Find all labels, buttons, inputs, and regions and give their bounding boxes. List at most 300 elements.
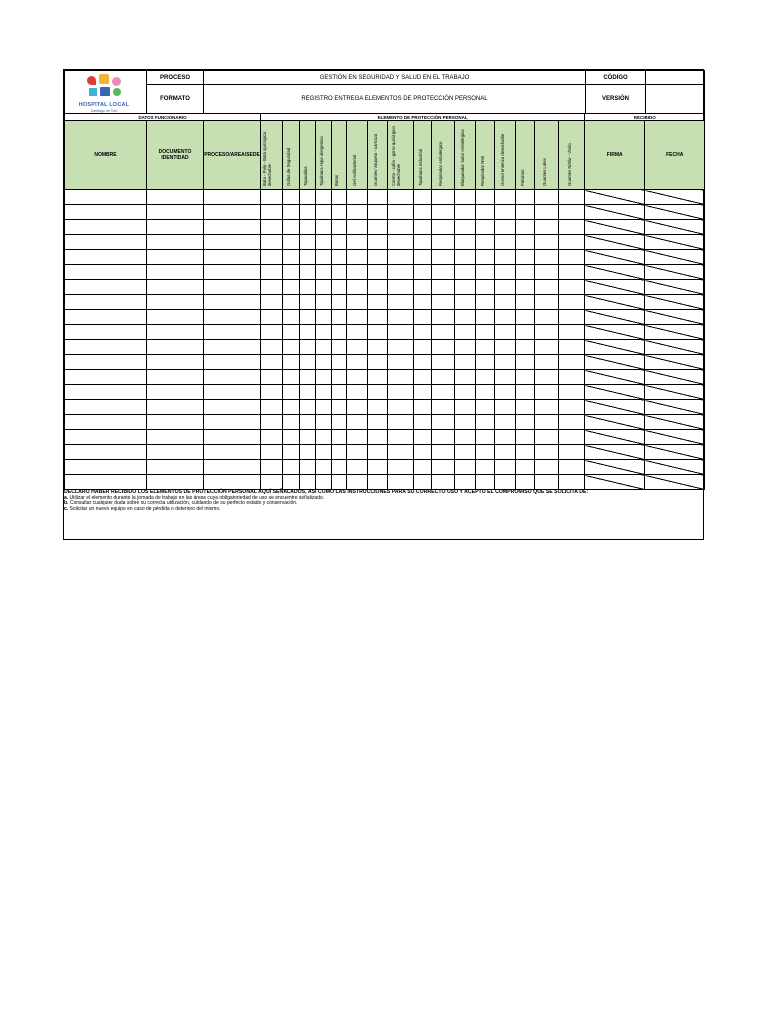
cell-epp-check[interactable] xyxy=(261,340,283,355)
cell-epp-check[interactable] xyxy=(283,250,300,265)
cell-documento[interactable] xyxy=(147,340,204,355)
cell-epp-check[interactable] xyxy=(535,370,559,385)
cell-epp-check[interactable] xyxy=(300,250,316,265)
cell-epp-check[interactable] xyxy=(388,205,414,220)
cell-epp-check[interactable] xyxy=(347,280,368,295)
cell-epp-check[interactable] xyxy=(495,355,516,370)
cell-epp-check[interactable] xyxy=(476,475,495,490)
cell-epp-check[interactable] xyxy=(476,190,495,205)
cell-epp-check[interactable] xyxy=(455,205,476,220)
cell-epp-check[interactable] xyxy=(476,445,495,460)
cell-epp-check[interactable] xyxy=(368,220,388,235)
cell-epp-check[interactable] xyxy=(495,295,516,310)
cell-epp-check[interactable] xyxy=(455,445,476,460)
cell-epp-check[interactable] xyxy=(432,340,455,355)
cell-epp-check[interactable] xyxy=(559,385,585,400)
cell-epp-check[interactable] xyxy=(516,340,535,355)
cell-epp-check[interactable] xyxy=(432,295,455,310)
cell-epp-check[interactable] xyxy=(432,445,455,460)
cell-epp-check[interactable] xyxy=(414,280,432,295)
cell-epp-check[interactable] xyxy=(332,265,347,280)
cell-epp-check[interactable] xyxy=(414,235,432,250)
cell-epp-check[interactable] xyxy=(476,385,495,400)
cell-epp-check[interactable] xyxy=(368,310,388,325)
cell-proceso[interactable] xyxy=(204,460,261,475)
cell-epp-check[interactable] xyxy=(495,220,516,235)
cell-epp-check[interactable] xyxy=(347,370,368,385)
cell-epp-check[interactable] xyxy=(388,385,414,400)
cell-epp-check[interactable] xyxy=(455,475,476,490)
cell-epp-check[interactable] xyxy=(368,370,388,385)
cell-epp-check[interactable] xyxy=(455,460,476,475)
cell-epp-check[interactable] xyxy=(516,310,535,325)
cell-epp-check[interactable] xyxy=(300,460,316,475)
cell-epp-check[interactable] xyxy=(347,295,368,310)
cell-epp-check[interactable] xyxy=(476,400,495,415)
cell-epp-check[interactable] xyxy=(432,370,455,385)
cell-epp-check[interactable] xyxy=(316,415,332,430)
cell-epp-check[interactable] xyxy=(316,355,332,370)
cell-epp-check[interactable] xyxy=(347,445,368,460)
cell-epp-check[interactable] xyxy=(559,340,585,355)
cell-epp-check[interactable] xyxy=(283,190,300,205)
cell-epp-check[interactable] xyxy=(476,430,495,445)
cell-epp-check[interactable] xyxy=(316,205,332,220)
cell-epp-check[interactable] xyxy=(516,295,535,310)
cell-epp-check[interactable] xyxy=(516,460,535,475)
cell-nombre[interactable] xyxy=(65,295,147,310)
cell-epp-check[interactable] xyxy=(368,355,388,370)
cell-epp-check[interactable] xyxy=(261,235,283,250)
cell-nombre[interactable] xyxy=(65,265,147,280)
cell-documento[interactable] xyxy=(147,370,204,385)
cell-epp-check[interactable] xyxy=(347,325,368,340)
cell-epp-check[interactable] xyxy=(495,400,516,415)
cell-epp-check[interactable] xyxy=(300,475,316,490)
cell-nombre[interactable] xyxy=(65,310,147,325)
cell-fecha[interactable] xyxy=(645,235,705,250)
cell-epp-check[interactable] xyxy=(300,220,316,235)
cell-epp-check[interactable] xyxy=(476,355,495,370)
cell-epp-check[interactable] xyxy=(476,205,495,220)
cell-firma[interactable] xyxy=(585,310,645,325)
cell-firma[interactable] xyxy=(585,190,645,205)
cell-proceso[interactable] xyxy=(204,385,261,400)
cell-epp-check[interactable] xyxy=(261,430,283,445)
cell-firma[interactable] xyxy=(585,370,645,385)
cell-nombre[interactable] xyxy=(65,385,147,400)
cell-epp-check[interactable] xyxy=(455,190,476,205)
cell-epp-check[interactable] xyxy=(516,220,535,235)
cell-epp-check[interactable] xyxy=(455,415,476,430)
cell-epp-check[interactable] xyxy=(368,400,388,415)
cell-proceso[interactable] xyxy=(204,205,261,220)
cell-epp-check[interactable] xyxy=(535,400,559,415)
cell-epp-check[interactable] xyxy=(495,415,516,430)
cell-epp-check[interactable] xyxy=(283,220,300,235)
cell-epp-check[interactable] xyxy=(535,430,559,445)
cell-epp-check[interactable] xyxy=(300,400,316,415)
cell-fecha[interactable] xyxy=(645,250,705,265)
cell-proceso[interactable] xyxy=(204,295,261,310)
cell-epp-check[interactable] xyxy=(516,250,535,265)
cell-epp-check[interactable] xyxy=(332,445,347,460)
cell-nombre[interactable] xyxy=(65,460,147,475)
cell-epp-check[interactable] xyxy=(316,220,332,235)
cell-epp-check[interactable] xyxy=(559,280,585,295)
cell-nombre[interactable] xyxy=(65,370,147,385)
cell-proceso[interactable] xyxy=(204,415,261,430)
cell-epp-check[interactable] xyxy=(347,340,368,355)
cell-fecha[interactable] xyxy=(645,310,705,325)
cell-epp-check[interactable] xyxy=(332,430,347,445)
cell-epp-check[interactable] xyxy=(495,385,516,400)
cell-epp-check[interactable] xyxy=(283,355,300,370)
cell-epp-check[interactable] xyxy=(455,220,476,235)
cell-epp-check[interactable] xyxy=(347,235,368,250)
cell-epp-check[interactable] xyxy=(495,310,516,325)
cell-proceso[interactable] xyxy=(204,325,261,340)
cell-documento[interactable] xyxy=(147,295,204,310)
cell-documento[interactable] xyxy=(147,190,204,205)
cell-epp-check[interactable] xyxy=(535,190,559,205)
cell-firma[interactable] xyxy=(585,385,645,400)
cell-epp-check[interactable] xyxy=(559,250,585,265)
cell-firma[interactable] xyxy=(585,280,645,295)
cell-epp-check[interactable] xyxy=(516,415,535,430)
cell-fecha[interactable] xyxy=(645,280,705,295)
cell-epp-check[interactable] xyxy=(347,475,368,490)
cell-epp-check[interactable] xyxy=(368,430,388,445)
cell-epp-check[interactable] xyxy=(414,250,432,265)
cell-epp-check[interactable] xyxy=(283,415,300,430)
cell-epp-check[interactable] xyxy=(300,325,316,340)
cell-epp-check[interactable] xyxy=(559,370,585,385)
cell-proceso[interactable] xyxy=(204,370,261,385)
cell-epp-check[interactable] xyxy=(432,460,455,475)
cell-epp-check[interactable] xyxy=(283,430,300,445)
cell-epp-check[interactable] xyxy=(332,235,347,250)
cell-epp-check[interactable] xyxy=(283,370,300,385)
cell-epp-check[interactable] xyxy=(388,445,414,460)
cell-epp-check[interactable] xyxy=(559,445,585,460)
cell-epp-check[interactable] xyxy=(455,340,476,355)
cell-documento[interactable] xyxy=(147,385,204,400)
cell-epp-check[interactable] xyxy=(261,460,283,475)
cell-firma[interactable] xyxy=(585,340,645,355)
cell-epp-check[interactable] xyxy=(476,340,495,355)
cell-epp-check[interactable] xyxy=(495,205,516,220)
cell-epp-check[interactable] xyxy=(432,310,455,325)
cell-epp-check[interactable] xyxy=(432,250,455,265)
cell-epp-check[interactable] xyxy=(559,235,585,250)
cell-epp-check[interactable] xyxy=(300,445,316,460)
cell-epp-check[interactable] xyxy=(332,385,347,400)
cell-fecha[interactable] xyxy=(645,445,705,460)
cell-epp-check[interactable] xyxy=(495,370,516,385)
cell-epp-check[interactable] xyxy=(535,415,559,430)
cell-epp-check[interactable] xyxy=(414,475,432,490)
cell-epp-check[interactable] xyxy=(261,400,283,415)
cell-epp-check[interactable] xyxy=(388,190,414,205)
cell-epp-check[interactable] xyxy=(535,265,559,280)
cell-fecha[interactable] xyxy=(645,190,705,205)
cell-epp-check[interactable] xyxy=(414,205,432,220)
cell-epp-check[interactable] xyxy=(368,460,388,475)
cell-epp-check[interactable] xyxy=(414,190,432,205)
cell-epp-check[interactable] xyxy=(300,295,316,310)
cell-epp-check[interactable] xyxy=(559,190,585,205)
cell-epp-check[interactable] xyxy=(368,265,388,280)
cell-epp-check[interactable] xyxy=(516,280,535,295)
cell-epp-check[interactable] xyxy=(300,430,316,445)
cell-epp-check[interactable] xyxy=(283,400,300,415)
cell-epp-check[interactable] xyxy=(261,385,283,400)
cell-epp-check[interactable] xyxy=(283,295,300,310)
cell-epp-check[interactable] xyxy=(455,280,476,295)
cell-epp-check[interactable] xyxy=(455,310,476,325)
cell-epp-check[interactable] xyxy=(332,190,347,205)
cell-epp-check[interactable] xyxy=(347,460,368,475)
cell-epp-check[interactable] xyxy=(476,325,495,340)
cell-epp-check[interactable] xyxy=(388,355,414,370)
cell-nombre[interactable] xyxy=(65,415,147,430)
cell-firma[interactable] xyxy=(585,430,645,445)
cell-epp-check[interactable] xyxy=(535,280,559,295)
cell-epp-check[interactable] xyxy=(559,265,585,280)
cell-epp-check[interactable] xyxy=(559,460,585,475)
cell-epp-check[interactable] xyxy=(261,205,283,220)
cell-epp-check[interactable] xyxy=(559,475,585,490)
cell-epp-check[interactable] xyxy=(414,340,432,355)
cell-epp-check[interactable] xyxy=(300,370,316,385)
cell-epp-check[interactable] xyxy=(316,340,332,355)
cell-epp-check[interactable] xyxy=(368,205,388,220)
cell-fecha[interactable] xyxy=(645,460,705,475)
cell-epp-check[interactable] xyxy=(332,325,347,340)
cell-nombre[interactable] xyxy=(65,280,147,295)
cell-firma[interactable] xyxy=(585,265,645,280)
cell-epp-check[interactable] xyxy=(476,460,495,475)
cell-firma[interactable] xyxy=(585,445,645,460)
cell-epp-check[interactable] xyxy=(283,475,300,490)
cell-epp-check[interactable] xyxy=(388,220,414,235)
cell-epp-check[interactable] xyxy=(535,475,559,490)
cell-epp-check[interactable] xyxy=(476,370,495,385)
cell-documento[interactable] xyxy=(147,400,204,415)
cell-epp-check[interactable] xyxy=(283,445,300,460)
cell-epp-check[interactable] xyxy=(535,325,559,340)
cell-epp-check[interactable] xyxy=(316,250,332,265)
cell-epp-check[interactable] xyxy=(495,340,516,355)
cell-epp-check[interactable] xyxy=(495,265,516,280)
cell-firma[interactable] xyxy=(585,220,645,235)
cell-fecha[interactable] xyxy=(645,325,705,340)
cell-epp-check[interactable] xyxy=(316,280,332,295)
cell-fecha[interactable] xyxy=(645,355,705,370)
cell-epp-check[interactable] xyxy=(414,325,432,340)
cell-epp-check[interactable] xyxy=(516,400,535,415)
cell-epp-check[interactable] xyxy=(332,400,347,415)
cell-epp-check[interactable] xyxy=(332,310,347,325)
cell-epp-check[interactable] xyxy=(347,220,368,235)
cell-documento[interactable] xyxy=(147,250,204,265)
cell-epp-check[interactable] xyxy=(476,220,495,235)
cell-epp-check[interactable] xyxy=(261,370,283,385)
cell-epp-check[interactable] xyxy=(283,265,300,280)
cell-epp-check[interactable] xyxy=(516,265,535,280)
cell-epp-check[interactable] xyxy=(495,280,516,295)
cell-epp-check[interactable] xyxy=(559,205,585,220)
cell-epp-check[interactable] xyxy=(495,325,516,340)
cell-fecha[interactable] xyxy=(645,265,705,280)
cell-epp-check[interactable] xyxy=(261,325,283,340)
cell-epp-check[interactable] xyxy=(516,205,535,220)
cell-epp-check[interactable] xyxy=(476,235,495,250)
cell-epp-check[interactable] xyxy=(368,385,388,400)
cell-epp-check[interactable] xyxy=(300,340,316,355)
cell-epp-check[interactable] xyxy=(316,265,332,280)
cell-epp-check[interactable] xyxy=(388,400,414,415)
cell-documento[interactable] xyxy=(147,325,204,340)
cell-epp-check[interactable] xyxy=(535,355,559,370)
cell-fecha[interactable] xyxy=(645,475,705,490)
cell-epp-check[interactable] xyxy=(432,355,455,370)
cell-epp-check[interactable] xyxy=(414,370,432,385)
cell-epp-check[interactable] xyxy=(495,235,516,250)
cell-epp-check[interactable] xyxy=(316,445,332,460)
cell-firma[interactable] xyxy=(585,250,645,265)
cell-epp-check[interactable] xyxy=(432,430,455,445)
cell-fecha[interactable] xyxy=(645,415,705,430)
cell-epp-check[interactable] xyxy=(368,325,388,340)
cell-epp-check[interactable] xyxy=(300,415,316,430)
cell-nombre[interactable] xyxy=(65,355,147,370)
cell-nombre[interactable] xyxy=(65,325,147,340)
cell-epp-check[interactable] xyxy=(347,250,368,265)
cell-epp-check[interactable] xyxy=(432,325,455,340)
cell-nombre[interactable] xyxy=(65,430,147,445)
cell-epp-check[interactable] xyxy=(283,280,300,295)
cell-epp-check[interactable] xyxy=(388,475,414,490)
cell-epp-check[interactable] xyxy=(516,385,535,400)
cell-epp-check[interactable] xyxy=(332,220,347,235)
cell-epp-check[interactable] xyxy=(516,325,535,340)
cell-epp-check[interactable] xyxy=(432,385,455,400)
cell-epp-check[interactable] xyxy=(432,190,455,205)
cell-fecha[interactable] xyxy=(645,430,705,445)
cell-fecha[interactable] xyxy=(645,400,705,415)
cell-nombre[interactable] xyxy=(65,250,147,265)
cell-epp-check[interactable] xyxy=(283,205,300,220)
cell-epp-check[interactable] xyxy=(455,370,476,385)
cell-epp-check[interactable] xyxy=(414,310,432,325)
cell-epp-check[interactable] xyxy=(283,235,300,250)
cell-epp-check[interactable] xyxy=(388,235,414,250)
cell-documento[interactable] xyxy=(147,205,204,220)
cell-epp-check[interactable] xyxy=(261,250,283,265)
cell-epp-check[interactable] xyxy=(388,340,414,355)
cell-epp-check[interactable] xyxy=(388,415,414,430)
cell-documento[interactable] xyxy=(147,460,204,475)
cell-epp-check[interactable] xyxy=(347,205,368,220)
cell-epp-check[interactable] xyxy=(261,295,283,310)
cell-epp-check[interactable] xyxy=(261,265,283,280)
cell-documento[interactable] xyxy=(147,265,204,280)
cell-epp-check[interactable] xyxy=(347,355,368,370)
cell-epp-check[interactable] xyxy=(332,340,347,355)
cell-fecha[interactable] xyxy=(645,340,705,355)
cell-epp-check[interactable] xyxy=(476,265,495,280)
cell-epp-check[interactable] xyxy=(495,250,516,265)
cell-epp-check[interactable] xyxy=(388,325,414,340)
cell-epp-check[interactable] xyxy=(476,415,495,430)
cell-epp-check[interactable] xyxy=(388,310,414,325)
cell-epp-check[interactable] xyxy=(455,265,476,280)
cell-epp-check[interactable] xyxy=(332,460,347,475)
cell-epp-check[interactable] xyxy=(368,340,388,355)
cell-epp-check[interactable] xyxy=(316,370,332,385)
cell-epp-check[interactable] xyxy=(414,385,432,400)
cell-nombre[interactable] xyxy=(65,220,147,235)
cell-proceso[interactable] xyxy=(204,190,261,205)
cell-epp-check[interactable] xyxy=(516,235,535,250)
cell-fecha[interactable] xyxy=(645,220,705,235)
cell-epp-check[interactable] xyxy=(535,385,559,400)
cell-proceso[interactable] xyxy=(204,280,261,295)
cell-epp-check[interactable] xyxy=(368,445,388,460)
cell-epp-check[interactable] xyxy=(559,220,585,235)
cell-nombre[interactable] xyxy=(65,190,147,205)
cell-firma[interactable] xyxy=(585,400,645,415)
cell-epp-check[interactable] xyxy=(516,190,535,205)
cell-epp-check[interactable] xyxy=(516,370,535,385)
cell-epp-check[interactable] xyxy=(388,280,414,295)
cell-epp-check[interactable] xyxy=(368,235,388,250)
cell-epp-check[interactable] xyxy=(455,235,476,250)
cell-epp-check[interactable] xyxy=(388,295,414,310)
cell-epp-check[interactable] xyxy=(316,235,332,250)
cell-epp-check[interactable] xyxy=(300,385,316,400)
cell-epp-check[interactable] xyxy=(368,280,388,295)
cell-epp-check[interactable] xyxy=(495,445,516,460)
cell-epp-check[interactable] xyxy=(455,385,476,400)
cell-documento[interactable] xyxy=(147,220,204,235)
cell-epp-check[interactable] xyxy=(332,280,347,295)
cell-epp-check[interactable] xyxy=(414,355,432,370)
cell-epp-check[interactable] xyxy=(495,190,516,205)
cell-epp-check[interactable] xyxy=(432,415,455,430)
cell-firma[interactable] xyxy=(585,355,645,370)
cell-epp-check[interactable] xyxy=(455,400,476,415)
cell-documento[interactable] xyxy=(147,430,204,445)
cell-epp-check[interactable] xyxy=(414,430,432,445)
cell-firma[interactable] xyxy=(585,205,645,220)
cell-epp-check[interactable] xyxy=(283,340,300,355)
cell-epp-check[interactable] xyxy=(559,310,585,325)
cell-epp-check[interactable] xyxy=(516,430,535,445)
cell-epp-check[interactable] xyxy=(332,250,347,265)
cell-proceso[interactable] xyxy=(204,235,261,250)
cell-proceso[interactable] xyxy=(204,250,261,265)
cell-proceso[interactable] xyxy=(204,475,261,490)
cell-nombre[interactable] xyxy=(65,235,147,250)
cell-epp-check[interactable] xyxy=(316,400,332,415)
cell-nombre[interactable] xyxy=(65,475,147,490)
cell-epp-check[interactable] xyxy=(300,190,316,205)
cell-epp-check[interactable] xyxy=(332,295,347,310)
cell-epp-check[interactable] xyxy=(347,430,368,445)
